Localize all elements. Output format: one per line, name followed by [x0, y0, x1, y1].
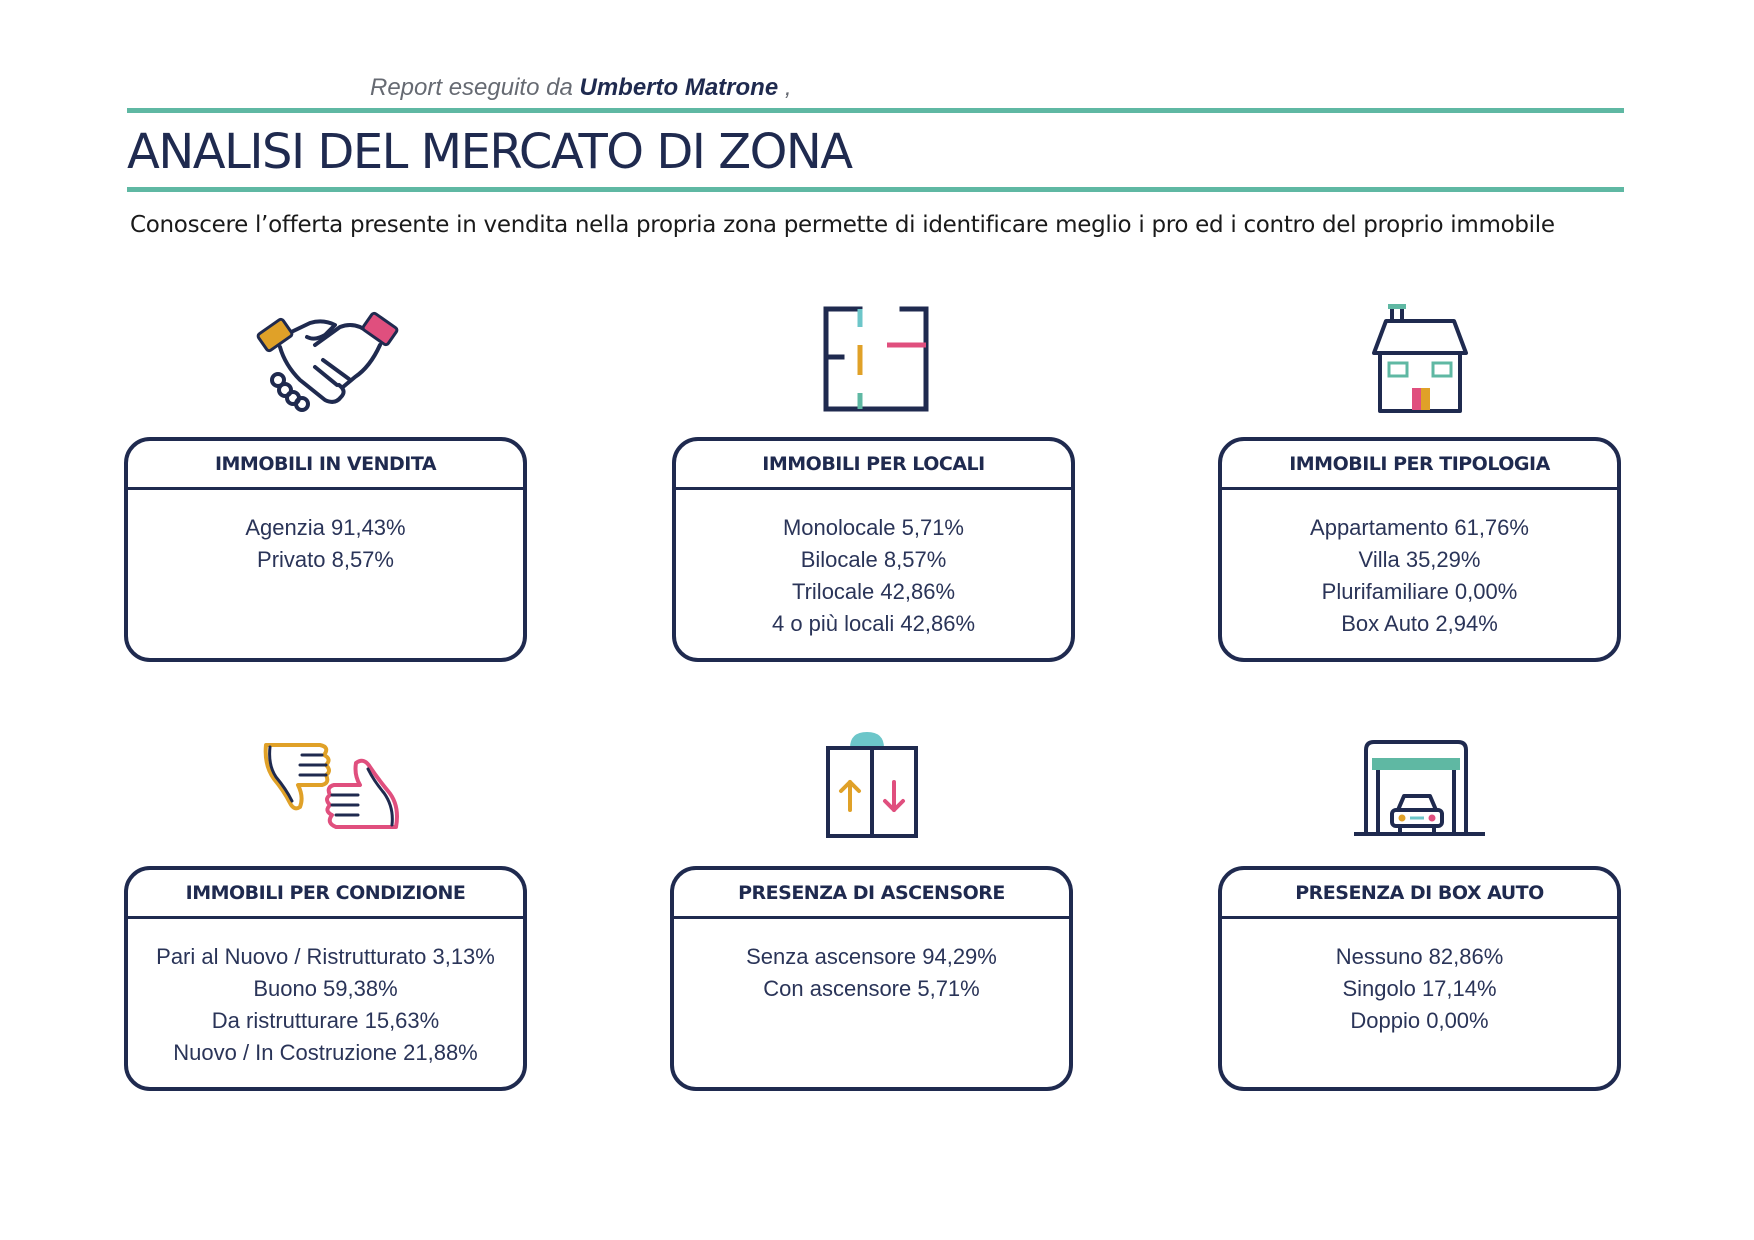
card-immobili-per-tipologia — [1218, 437, 1621, 662]
report-suffix: , — [784, 74, 792, 101]
report-author-line — [370, 74, 792, 102]
stat-line: Singolo 17,14% — [1342, 976, 1497, 1001]
top-divider — [127, 108, 1624, 113]
stat-line: Pari al Nuovo / Ristrutturato 3,13% — [156, 944, 495, 969]
card-presenza-di-ascensore — [670, 866, 1073, 1091]
card-title: IMMOBILI PER LOCALI — [676, 441, 1071, 490]
stat-line: Nessuno 82,86% — [1335, 944, 1504, 969]
garage-icon — [1352, 738, 1487, 838]
stat-line: Plurifamiliare 0,00% — [1321, 579, 1518, 604]
stat-line: Con ascensore 5,71% — [763, 976, 980, 1001]
floor-plan-icon — [822, 305, 932, 413]
thumbs-icon — [260, 735, 402, 837]
stat-line: Doppio 0,00% — [1350, 1008, 1489, 1033]
card-body — [674, 919, 1069, 1005]
handshake-icon — [255, 305, 405, 415]
card-title: PRESENZA DI ASCENSORE — [674, 870, 1069, 919]
card-body — [128, 490, 523, 576]
report-author: Umberto Matrone — [579, 74, 779, 101]
page-title: ANALISI DEL MERCATO DI ZONA — [127, 124, 852, 180]
card-title: IMMOBILI PER CONDIZIONE — [128, 870, 523, 919]
stat-line: Privato 8,57% — [257, 547, 394, 572]
card-body — [1222, 490, 1617, 640]
elevator-icon — [822, 730, 922, 840]
card-immobili-per-locali — [672, 437, 1075, 662]
stat-line: Villa 35,29% — [1358, 547, 1481, 572]
card-title: IMMOBILI PER TIPOLOGIA — [1222, 441, 1617, 490]
title-divider — [127, 187, 1624, 192]
stat-line: Nuovo / In Costruzione 21,88% — [173, 1040, 478, 1065]
card-presenza-di-box-auto — [1218, 866, 1621, 1091]
card-title: PRESENZA DI BOX AUTO — [1222, 870, 1617, 919]
card-immobili-in-vendita — [124, 437, 527, 662]
stat-line: Appartamento 61,76% — [1310, 515, 1529, 540]
stat-line: Da ristrutturare 15,63% — [211, 1008, 440, 1033]
stat-line: Buono 59,38% — [253, 976, 398, 1001]
house-icon — [1370, 303, 1470, 415]
stat-line: Trilocale 42,86% — [791, 579, 956, 604]
stat-line: Box Auto 2,94% — [1341, 611, 1498, 636]
card-body — [128, 919, 523, 1069]
report-prefix: Report eseguito da — [370, 74, 573, 101]
card-body — [1222, 919, 1617, 1037]
card-body — [676, 490, 1071, 640]
stat-line: Bilocale 8,57% — [800, 547, 947, 572]
intro-text: Conoscere l’offerta presente in vendita nella propria zona permette di identificare meglio i pro ed i contro del proprio immobile — [130, 212, 1555, 238]
card-immobili-per-condizione — [124, 866, 527, 1091]
stat-line: Senza ascensore 94,29% — [746, 944, 997, 969]
card-title: IMMOBILI IN VENDITA — [128, 441, 523, 490]
stat-line: 4 o più locali 42,86% — [771, 611, 976, 636]
stat-line: Monolocale 5,71% — [782, 515, 964, 540]
stat-line: Agenzia 91,43% — [245, 515, 406, 540]
